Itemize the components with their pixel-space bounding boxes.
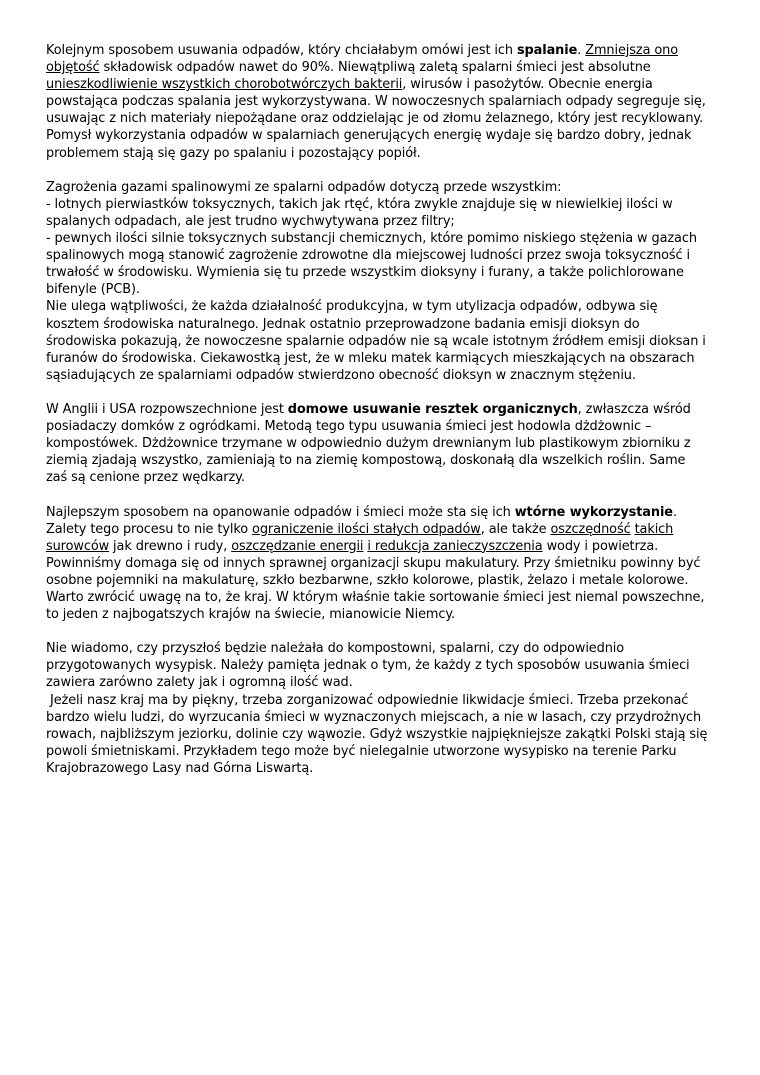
text-line: powstająca podczas spalania jest wykorzystywana. W nowoczesnych spalarniach odpady segreguje się, [46, 94, 706, 110]
text-line: zaś są cenione przez wędkarzy. [46, 470, 245, 486]
text-line: rowach, najbliższym jeziorku, dolinie czy wąwozie. Gdyż wszystkie najpiękniejsze zakątki Polski stają się [46, 726, 708, 742]
text-line [46, 42, 724, 59]
text-line: ziemią zjadają wszystko, zamieniają to na ziemię kompostową, doskonałą dla wszelkich roślin. Same [46, 453, 686, 469]
text-line: Warto zwrócić uwagę na to, że kraj. W którym właśnie takie sortowanie śmieci jest niemal powszechne, [46, 590, 705, 605]
text-run: Najlepszym sposobem na opanowanie odpadów i śmieci może sta się ich [46, 504, 515, 520]
paragraph-composting [46, 401, 724, 486]
text-run: . [577, 43, 586, 58]
text-line: Nie wiadomo, czy przyszłoś będzie należała do kompostowni, spalarni, czy do odpowiednio [46, 641, 625, 657]
text-line: problemem stają się gazy po spalaniu i pozostający popiół. [46, 145, 421, 161]
text-line: Jeżeli nasz kraj ma by piękny, trzeba zorganizować odpowiednie likwidacje śmieci. Trzeba przekonać [46, 692, 689, 708]
underlined-text: oszczędność [550, 521, 631, 537]
text-line: kompostówek. Dżdżownice trzymane w odpowiednio dużym drewnianym lub plastikowym zbiorniku z [46, 436, 691, 452]
text-line: trwałość w środowisku. Wymienia się tu przede wszystkim dioksyny i furany, a także polichlorowane [46, 265, 684, 281]
text-line: posiadaczy domków z ogródkami. Metodą tego typu usuwania śmieci jest hodowla dżdżownic – [46, 419, 652, 435]
text-run: Zalety tego procesu to nie tylko [46, 521, 253, 537]
text-run: Kolejnym sposobem usuwania odpadów, który chciałabym omówi jest ich [46, 43, 517, 58]
text-line [46, 76, 724, 93]
text-line: sąsiadujących ze spalarniami odpadów stwierdzono obecność dioksyn w znacznym stężeniu. [46, 367, 636, 383]
paragraph-flue-gas-threats [46, 179, 724, 384]
text-line: Zagrożenia gazami spalinowymi ze spalarni odpadów dotyczą przede wszystkim: [46, 179, 562, 195]
text-line: Powinniśmy domaga się od innych sprawnej organizacji skupu makulatury. Przy śmietniku powinny być [46, 555, 701, 571]
paragraph-recycling [46, 504, 724, 624]
text-line: osobne pojemniki na makulaturę, szkło bezbarwne, szkło kolorowe, plastik, żelazo i metale kolorowe. [46, 572, 689, 588]
bold-term-recycling: wtórne wykorzystanie [514, 504, 673, 520]
text-line: spalanych odpadach, ale jest trudno wychwytywana przez filtry; [46, 213, 455, 229]
text-line [46, 59, 724, 76]
text-run: jak drewno i rudy, [109, 538, 232, 554]
text-line: to jeden z najbogatszych krajów na świecie, mianowicie Niemcy. [46, 607, 456, 623]
paragraph-incineration [46, 42, 724, 162]
bold-term-spalanie: spalanie [516, 43, 578, 58]
text-run: wody i powietrza. [542, 538, 659, 554]
text-line: Krajobrazowego Lasy nad Górna Liswartą. [46, 760, 314, 776]
text-line: bifenyle (PCB). [46, 282, 140, 298]
bold-term-composting: domowe usuwanie resztek organicznych [287, 401, 578, 417]
text-line: - pewnych ilości silnie toksycznych substancji chemicznych, które pomimo niskiego stężenia w gazach [46, 231, 697, 247]
text-line: Nie ulega wątpliwości, że każda działalność produkcyjna, w tym utylizacja odpadów, odbywa się [46, 299, 658, 315]
text-line [46, 538, 724, 555]
text-line: furanów do środowiska. Ciekawostką jest, że w mleku matek karmiących mieszkających na obszarach [46, 350, 695, 366]
text-line: spalinowych mogą stanowić zagrożenie zdrowotne dla miejscowej ludności przez swoja toksyczność i [46, 248, 691, 264]
text-line: powoli śmietniskami. Przykładem tego może być nielegalnie utworzone wysypisko na terenie Parku [46, 743, 677, 759]
text-run: składowisk odpadów nawet do 90%. Niewątpliwą zaletą spalarni śmieci jest absolutne [99, 60, 651, 76]
text-line: kosztem środowiska naturalnego. Jednak ostatnio przeprowadzone badania emisji dioksyn do [46, 316, 640, 332]
text-line [46, 521, 724, 538]
text-line: - lotnych pierwiastków toksycznych, takich jak rtęć, która zwykle znajduje się w niewielkiej ilości w [46, 196, 673, 212]
text-run: , wirusów i pasożytów. Obecnie energia [402, 77, 653, 93]
text-run: . [672, 504, 677, 520]
text-line [46, 401, 724, 418]
paragraph-conclusion [46, 640, 724, 777]
text-line: przygotowanych wysypisk. Należy pamięta jednak o tym, że każdy z tych sposobów usuwania śmieci [46, 658, 690, 674]
text-run: , zwłaszcza wśród [577, 401, 691, 417]
underlined-text: Zmniejsza ono [585, 43, 679, 58]
text-line: Pomysł wykorzystania odpadów w spalarniach generujących energię wydaje się bardzo dobry, jednak [46, 128, 692, 144]
underlined-text: surowców [46, 538, 110, 554]
underlined-text: unieszkodliwienie wszystkich chorobotwórczych bakterii [46, 77, 403, 93]
text-run: W Anglii i USA rozpowszechnione jest [46, 401, 288, 417]
text-line: usuwając z nich materiały niepożądane oraz oddzielając je od złomu żelaznego, który jest recyklowany. [46, 111, 704, 127]
text-line: środowiska pokazują, że nowoczesne spalarnie odpadów nie są wcale istotnym źródłem emisji dioksan i [46, 333, 706, 349]
underlined-text: i redukcja zanieczyszczenia [367, 538, 543, 554]
underlined-text: takich [634, 521, 674, 537]
document-page [46, 42, 724, 777]
underlined-text: ograniczenie ilości stałych odpadów [252, 521, 481, 537]
text-line: zawiera zarówno zalety jak i ogromną ilość wad. [46, 675, 353, 691]
text-line [46, 504, 724, 521]
text-line: bardzo wielu ludzi, do wyrzucania śmieci w wyznaczonych miejscach, a nie w lasach, czy przydrożnych [46, 709, 702, 725]
text-run: , ale także [480, 521, 551, 537]
underlined-text: oszczędzanie energii [231, 538, 364, 554]
underlined-text: objętość [46, 60, 100, 76]
